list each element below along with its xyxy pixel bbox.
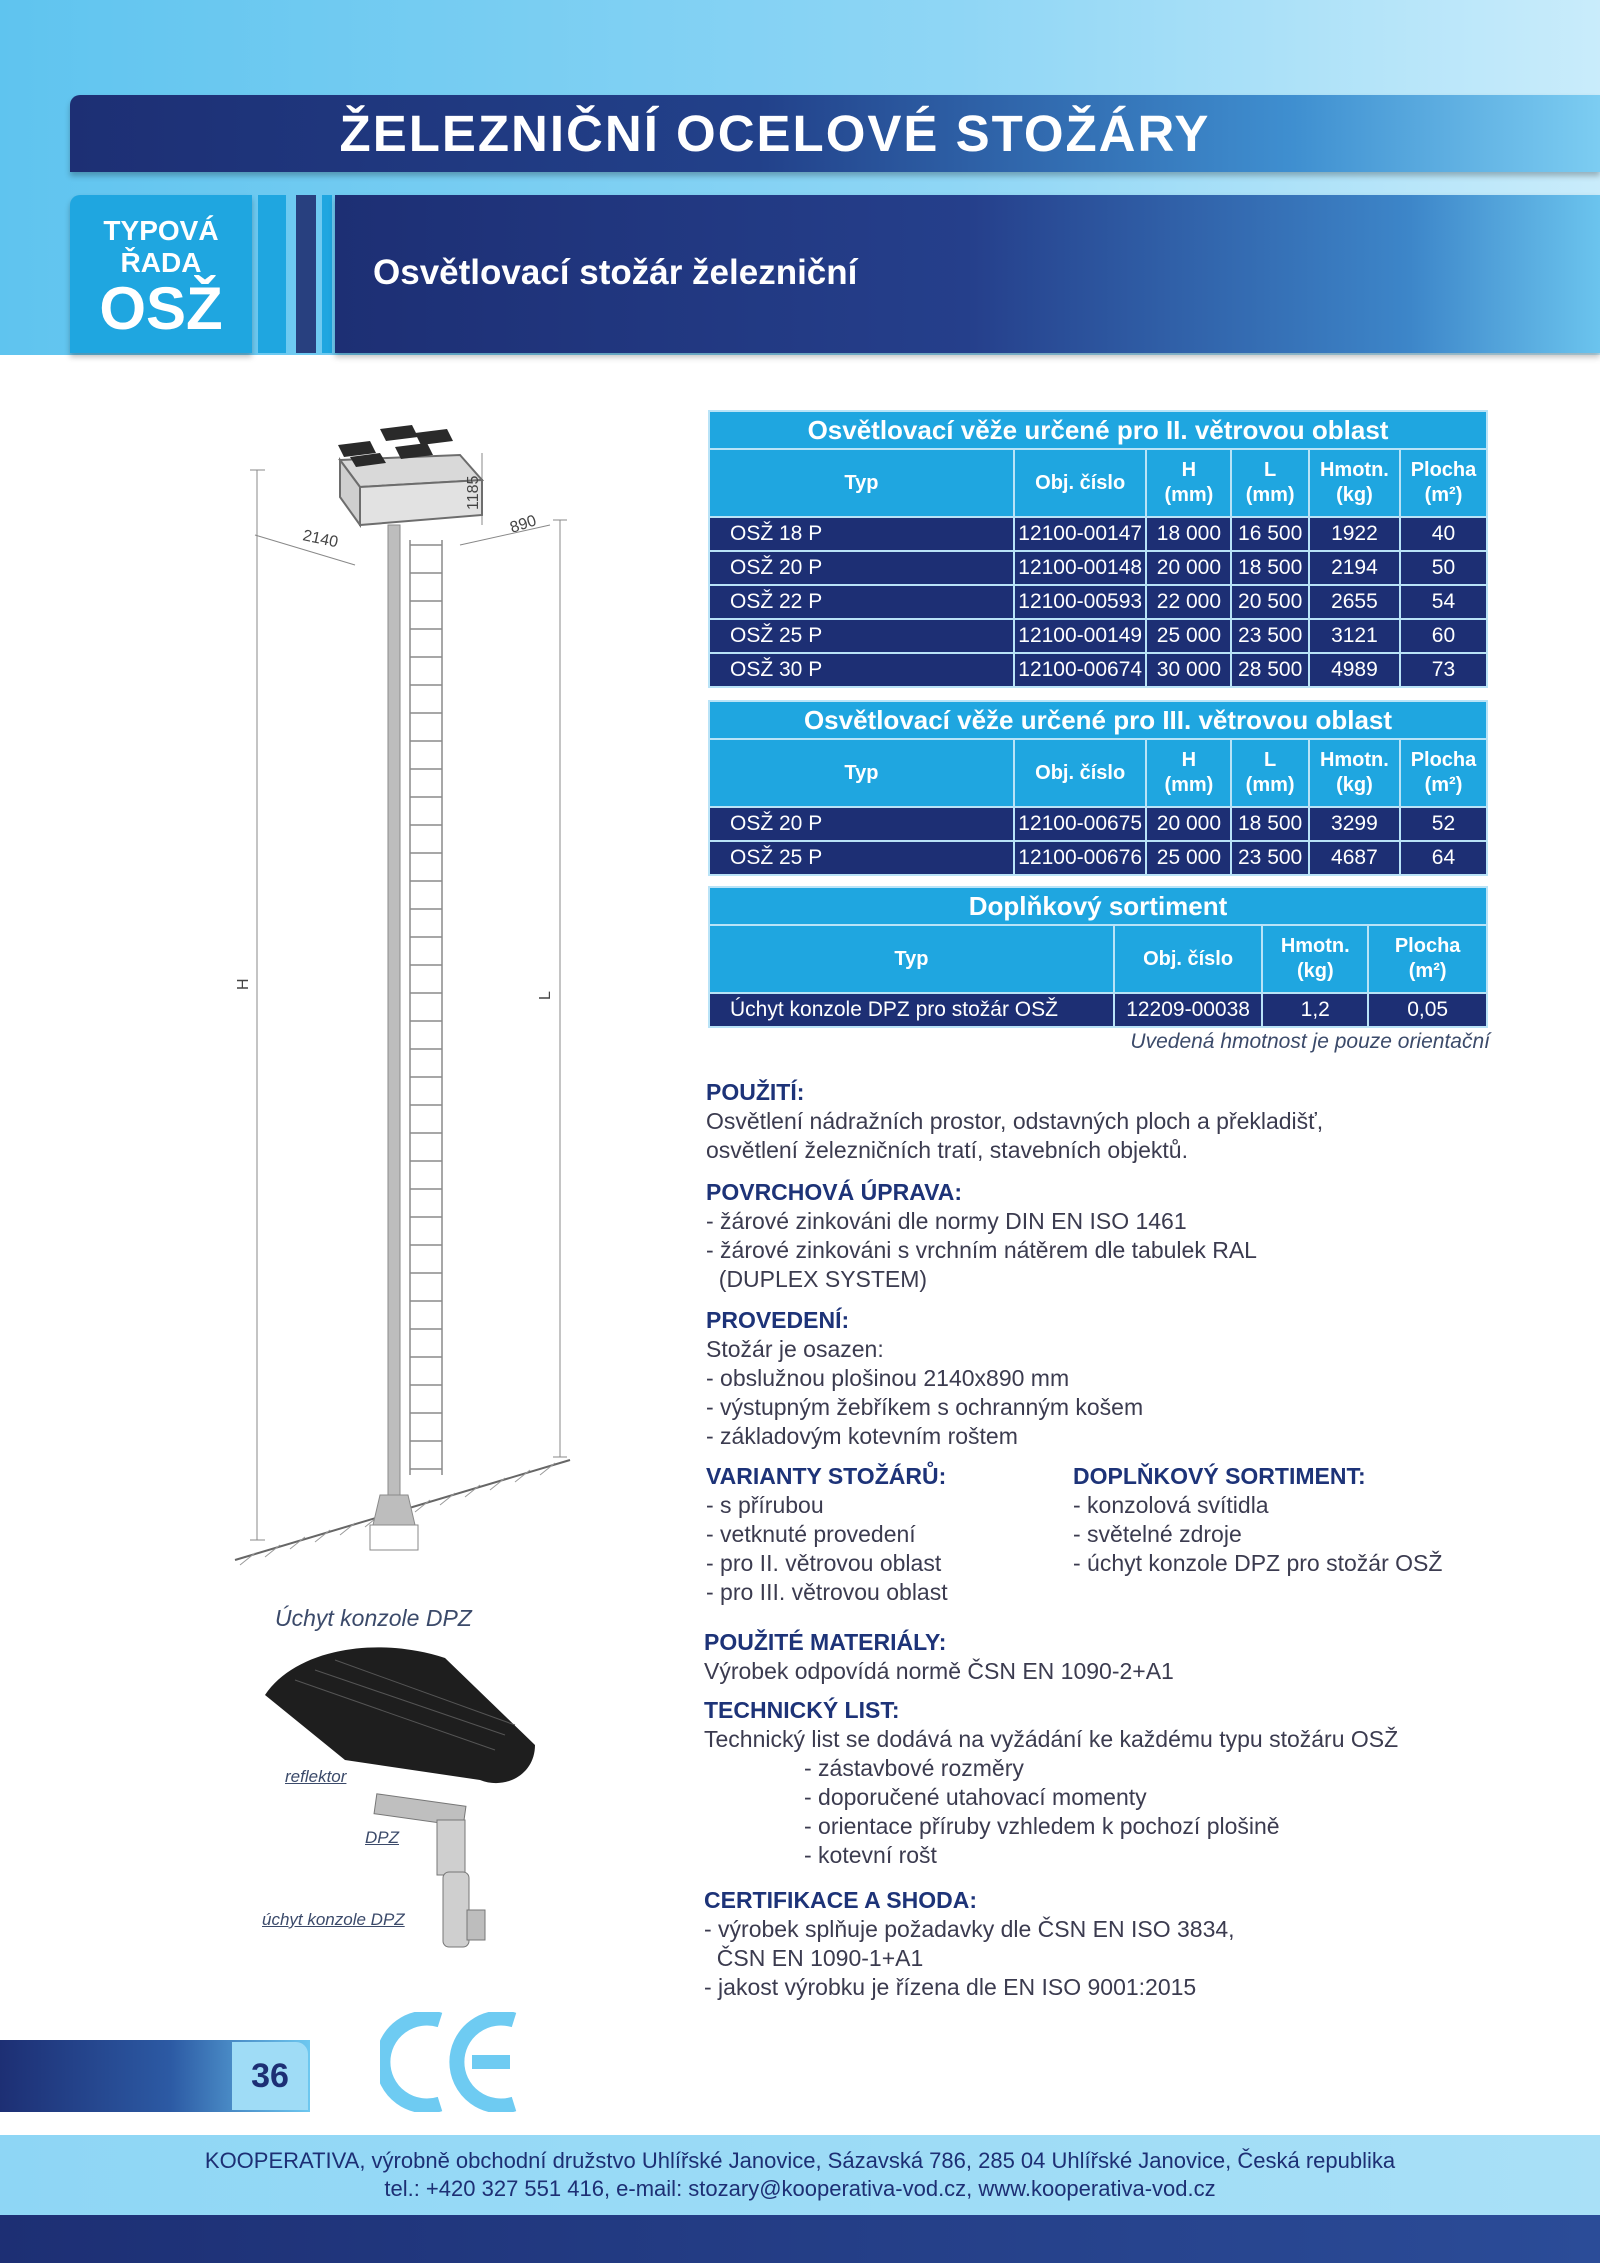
table-cell: 12100-00149 <box>1014 619 1146 653</box>
series-code: OSŽ <box>99 275 223 342</box>
table-cell: 18 500 <box>1231 807 1308 841</box>
section-line: Stožár je osazen: <box>706 1336 884 1362</box>
section-heading: POUŽITÍ: <box>706 1079 805 1105</box>
table-cell: OSŽ 20 P <box>709 807 1014 841</box>
column-header-label: Typ <box>844 471 879 494</box>
table-cell: 25 000 <box>1146 841 1231 875</box>
table-cell: 50 <box>1400 551 1487 585</box>
label-reflektor: reflektor <box>285 1767 347 1786</box>
column-header-unit: (mm) <box>1164 484 1214 506</box>
table-cell: 54 <box>1400 585 1487 619</box>
table-cell: 2194 <box>1309 551 1400 585</box>
section-technicky-list <box>704 1696 1584 1870</box>
section-provedeni <box>706 1306 1586 1451</box>
section-line: - pro III. větrovou oblast <box>706 1579 948 1605</box>
column-header <box>1309 739 1400 807</box>
ce-mark-icon <box>380 2012 520 2112</box>
section-line: - konzolová svítidla <box>1073 1492 1269 1518</box>
column-header-unit: (mm) <box>1164 774 1214 796</box>
table-cell: Úchyt konzole DPZ pro stožár OSŽ <box>709 993 1114 1027</box>
table-cell: 22 000 <box>1146 585 1231 619</box>
table-row <box>709 619 1487 653</box>
column-header-label: L <box>1264 749 1277 771</box>
column-header-unit: (m²) <box>1424 484 1463 506</box>
table-cell: 12209-00038 <box>1114 993 1262 1027</box>
column-header-label: Plocha <box>1410 749 1477 771</box>
column-header-unit: (m²) <box>1424 774 1463 796</box>
column-header-label: Typ <box>844 761 879 784</box>
section-subline: - kotevní rošt <box>804 1842 937 1868</box>
section-line: - žárové zinkováni s vrchním nátěrem dle tabulek RAL <box>706 1237 1257 1263</box>
section-materialy <box>704 1628 1584 1686</box>
section-varianty <box>706 1462 1066 1607</box>
column-header-label: Hmotn. <box>1280 935 1350 957</box>
table-cell: 25 000 <box>1146 619 1231 653</box>
table-cell: 12100-00676 <box>1014 841 1146 875</box>
series-badge <box>70 195 252 353</box>
column-header <box>1262 925 1368 993</box>
table-cell: 12100-00593 <box>1014 585 1146 619</box>
section-line: ČSN EN 1090-1+A1 <box>704 1945 924 1971</box>
column-header <box>1368 925 1487 993</box>
column-header <box>1146 449 1231 517</box>
section-heading: POUŽITÉ MATERIÁLY: <box>704 1629 947 1655</box>
dim-depth: 890 <box>507 512 539 537</box>
section-line: - úchyt konzole DPZ pro stožár OSŽ <box>1073 1550 1443 1576</box>
section-line: - žárové zinkováni dle normy DIN EN ISO 1461 <box>706 1208 1187 1234</box>
column-header <box>709 739 1014 807</box>
label-l: L <box>537 991 554 1000</box>
label-h: H <box>235 978 252 990</box>
table-cell: 28 500 <box>1231 653 1308 687</box>
section-line: - výrobek splňuje požadavky dle ČSN EN ISO 3834, <box>704 1916 1235 1942</box>
section-line: - výstupným žebříkem s ochranným košem <box>706 1394 1144 1420</box>
series-line2: ŘADA <box>120 247 202 278</box>
footer-contact: tel.: +420 327 551 416, e-mail: stozary@kooperativa-vod.cz, www.kooperativa-vod.cz <box>384 2176 1216 2201</box>
column-header-label: Plocha <box>1394 935 1461 957</box>
section-line: Výrobek odpovídá normě ČSN EN 1090-2+A1 <box>704 1658 1174 1684</box>
column-header-unit: (m²) <box>1408 960 1447 982</box>
section-heading: CERTIFIKACE A SHODA: <box>704 1887 978 1913</box>
column-header <box>1014 739 1146 807</box>
table-cell: 1922 <box>1309 517 1400 551</box>
table-cell: 18 500 <box>1231 551 1308 585</box>
table-cell: OSŽ 22 P <box>709 585 1014 619</box>
series-line1: TYPOVÁ <box>103 215 219 246</box>
column-header-unit: (mm) <box>1245 484 1295 506</box>
section-subline: - orientace příruby vzhledem k pochozí plošině <box>804 1813 1280 1839</box>
table-cell: 4989 <box>1309 653 1400 687</box>
section-heading: DOPLŇKOVÝ SORTIMENT: <box>1073 1463 1366 1489</box>
table-cell: 0,05 <box>1368 993 1487 1027</box>
table-cell: 12100-00674 <box>1014 653 1146 687</box>
table-cell: 23 500 <box>1231 619 1308 653</box>
section-line: osvětlení železničních tratí, stavebních objektů. <box>706 1137 1188 1163</box>
page-subtitle: Osvětlovací stožár železniční <box>373 253 858 292</box>
table-row <box>709 653 1487 687</box>
column-header <box>1309 449 1400 517</box>
table-row <box>709 807 1487 841</box>
table-row <box>709 517 1487 551</box>
table-accessories <box>708 886 1488 1028</box>
column-header-unit: (mm) <box>1245 774 1295 796</box>
section-line: - světelné zdroje <box>1073 1521 1242 1547</box>
table-cell: 20 000 <box>1146 551 1231 585</box>
column-header <box>709 449 1014 517</box>
table-row <box>709 551 1487 585</box>
label-dpz: DPZ <box>365 1828 399 1847</box>
section-line: - obslužnou plošinou 2140x890 mm <box>706 1365 1070 1391</box>
table-cell: 52 <box>1400 807 1487 841</box>
table-cell: 12100-00148 <box>1014 551 1146 585</box>
dim-width: 2140 <box>301 527 340 552</box>
section-line: - pro II. větrovou oblast <box>706 1550 942 1576</box>
title-bar <box>70 95 1600 172</box>
table-cell: OSŽ 20 P <box>709 551 1014 585</box>
section-line: - základovým kotevním roštem <box>706 1423 1018 1449</box>
footer <box>0 2135 1600 2215</box>
decor-stripe <box>296 195 316 353</box>
section-line: Technický list se dodává na vyžádání ke každému typu stožáru OSŽ <box>704 1726 1399 1752</box>
table-cell: 64 <box>1400 841 1487 875</box>
decor-stripe <box>322 195 332 353</box>
table-wind-zone-3 <box>708 700 1488 876</box>
column-header-label: Typ <box>894 947 929 970</box>
table-cell: 73 <box>1400 653 1487 687</box>
table-cell: OSŽ 25 P <box>709 619 1014 653</box>
label-uchyt-konzole: úchyt konzole DPZ <box>262 1910 405 1929</box>
column-header-label: Obj. číslo <box>1143 947 1234 970</box>
column-header-label: Obj. číslo <box>1035 761 1126 784</box>
table-cell: OSŽ 30 P <box>709 653 1014 687</box>
page-number: 36 <box>232 2042 308 2110</box>
footer-address: KOOPERATIVA, výrobně obchodní družstvo Uhlířské Janovice, Sázavská 786, 285 04 Uhlířské Janovice, Česká republika <box>204 2148 1396 2173</box>
detail-caption: Úchyt konzole DPZ <box>275 1605 472 1631</box>
table-cell: 1,2 <box>1262 993 1368 1027</box>
section-heading: TECHNICKÝ LIST: <box>704 1697 900 1723</box>
table-row <box>709 993 1487 1027</box>
table-cell: 16 500 <box>1231 517 1308 551</box>
column-header <box>1231 449 1308 517</box>
section-certifikace <box>704 1886 1584 2002</box>
section-doplnkovy-sortiment <box>1073 1462 1593 1578</box>
table-cell: 40 <box>1400 517 1487 551</box>
column-header-label: Hmotn. <box>1319 749 1389 771</box>
section-line: Osvětlení nádražních prostor, odstavných ploch a překladišť, <box>706 1108 1324 1134</box>
column-header-label: H <box>1181 459 1197 481</box>
table-cell: 23 500 <box>1231 841 1308 875</box>
column-header-label: L <box>1264 459 1277 481</box>
weight-note: Uvedená hmotnost je pouze orientační <box>1130 1030 1490 1053</box>
column-header <box>1400 449 1487 517</box>
table-cell: OSŽ 18 P <box>709 517 1014 551</box>
column-header <box>1146 739 1231 807</box>
section-line: - jakost výrobku je řízena dle EN ISO 9001:2015 <box>704 1974 1197 2000</box>
section-subline: - doporučené utahovací momenty <box>804 1784 1147 1810</box>
mast-drawing <box>220 415 600 1580</box>
column-header <box>709 925 1114 993</box>
column-header-label: Hmotn. <box>1319 459 1389 481</box>
table-cell: 3121 <box>1309 619 1400 653</box>
table-caption: Doplňkový sortiment <box>709 887 1487 925</box>
column-header-label: Plocha <box>1410 459 1477 481</box>
section-povrchova-uprava <box>706 1178 1586 1294</box>
column-header-unit: (kg) <box>1296 960 1334 982</box>
table-cell: 60 <box>1400 619 1487 653</box>
dim-height: 1185 <box>465 475 482 510</box>
table-caption: Osvětlovací věže určené pro III. větrovou oblast <box>709 701 1487 739</box>
table-cell: 3299 <box>1309 807 1400 841</box>
section-heading: VARIANTY STOŽÁRŮ: <box>706 1463 947 1489</box>
table-cell: 20 500 <box>1231 585 1308 619</box>
section-heading: PROVEDENÍ: <box>706 1307 850 1333</box>
table-cell: OSŽ 25 P <box>709 841 1014 875</box>
section-heading: POVRCHOVÁ ÚPRAVA: <box>706 1179 962 1205</box>
section-line: (DUPLEX SYSTEM) <box>706 1266 928 1292</box>
decor-stripe <box>258 195 286 353</box>
section-pouziti <box>706 1078 1586 1165</box>
column-header-unit: (kg) <box>1336 774 1373 796</box>
table-cell: 18 000 <box>1146 517 1231 551</box>
table-cell: 4687 <box>1309 841 1400 875</box>
section-line: - s přírubou <box>706 1492 824 1518</box>
column-header-label: H <box>1181 749 1197 771</box>
table-row <box>709 841 1487 875</box>
column-header <box>1400 739 1487 807</box>
column-header <box>1114 925 1262 993</box>
table-cell: 30 000 <box>1146 653 1231 687</box>
page-title: ŽELEZNIČNÍ OCELOVÉ STOŽÁRY <box>339 105 1211 162</box>
bottom-bar <box>0 2215 1600 2263</box>
table-caption: Osvětlovací věže určené pro II. větrovou oblast <box>709 411 1487 449</box>
table-wind-zone-2 <box>708 410 1488 688</box>
table-cell: 2655 <box>1309 585 1400 619</box>
column-header-unit: (kg) <box>1336 484 1373 506</box>
table-cell: 20 000 <box>1146 807 1231 841</box>
column-header <box>1231 739 1308 807</box>
subtitle-bar <box>335 195 1600 353</box>
table-row <box>709 585 1487 619</box>
section-line: - vetknuté provedení <box>706 1521 916 1547</box>
table-cell: 12100-00675 <box>1014 807 1146 841</box>
section-subline: - zástavbové rozměry <box>804 1755 1024 1781</box>
table-cell: 12100-00147 <box>1014 517 1146 551</box>
column-header <box>1014 449 1146 517</box>
column-header-label: Obj. číslo <box>1035 471 1126 494</box>
